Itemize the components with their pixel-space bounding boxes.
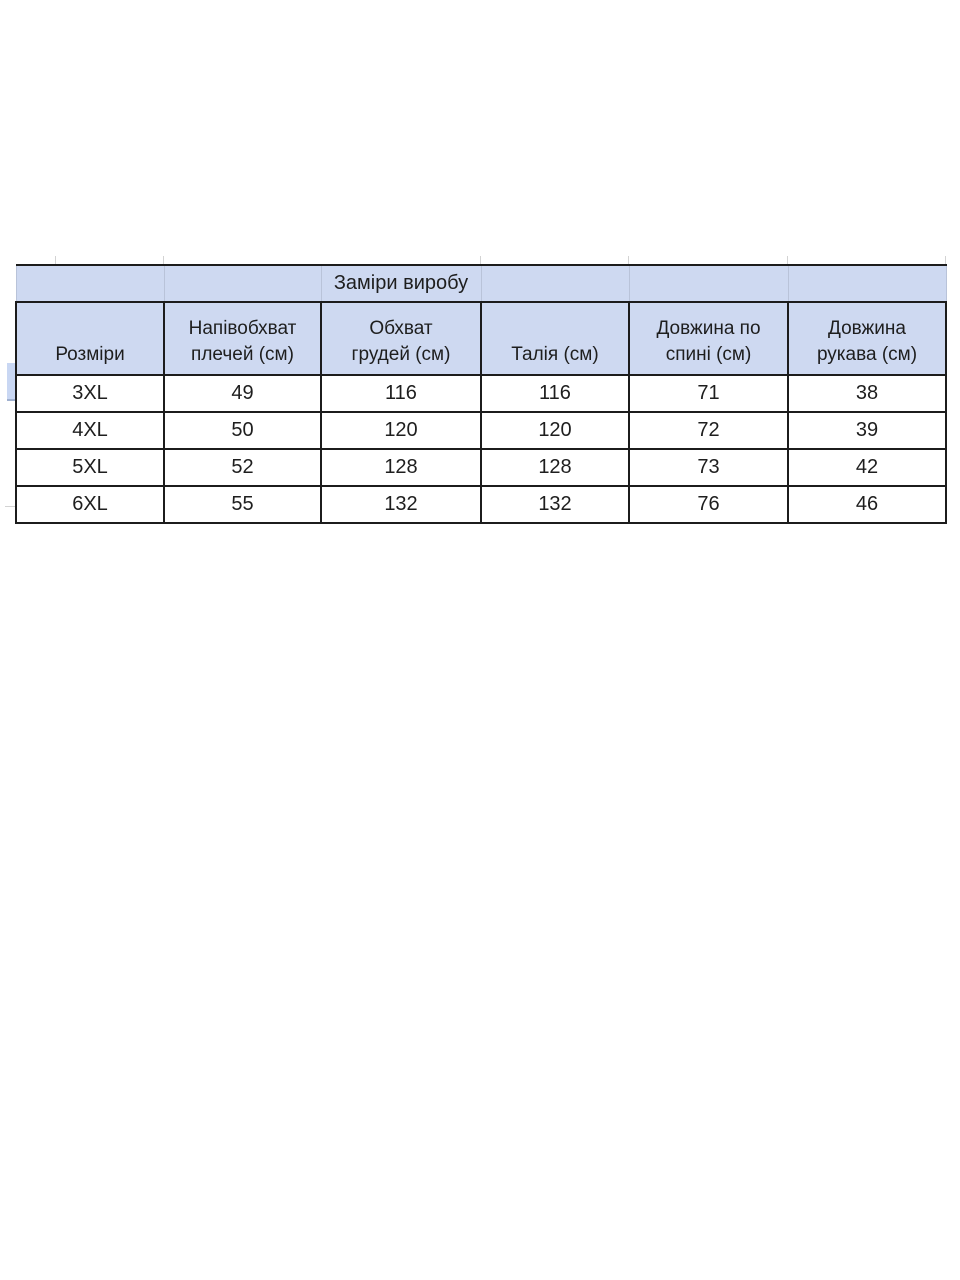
size-cell: 6XL [16, 486, 164, 523]
title-spacer-cell [164, 265, 321, 302]
value-cell: 38 [788, 375, 946, 412]
size-cell: 4XL [16, 412, 164, 449]
value-cell: 50 [164, 412, 321, 449]
header-cell-sleeve-length [788, 302, 946, 375]
size-chart-table [15, 264, 947, 524]
value-cell: 76 [629, 486, 788, 523]
value-cell: 128 [481, 449, 629, 486]
header-label-line: рукава (см) [816, 344, 918, 365]
header-label-line: плечей (см) [191, 344, 294, 365]
value-cell: 52 [164, 449, 321, 486]
size-row-4xl [16, 412, 946, 449]
value-cell: 120 [481, 412, 629, 449]
gridline-stub [628, 256, 629, 264]
value-cell: 55 [164, 486, 321, 523]
column-header-row [16, 302, 946, 375]
value-cell: 116 [321, 375, 481, 412]
value-cell: 128 [321, 449, 481, 486]
header-label-line: Довжина по [656, 318, 761, 339]
gridline-stub [787, 256, 788, 264]
value-cell: 72 [629, 412, 788, 449]
header-label-line: Довжина [828, 318, 906, 339]
value-cell: 132 [321, 486, 481, 523]
header-label: Розміри [55, 344, 125, 365]
title-spacer-cell [16, 265, 164, 302]
size-cell: 5XL [16, 449, 164, 486]
header-label-line: грудей (см) [351, 344, 451, 365]
gridline-stub [480, 256, 481, 264]
title-spacer-cell [481, 265, 629, 302]
value-cell: 116 [481, 375, 629, 412]
header-cell-shoulder-half-girth [164, 302, 321, 375]
value-cell: 46 [788, 486, 946, 523]
gridline-stub [163, 256, 164, 264]
header-cell-sizes [16, 302, 164, 375]
title-spacer-cell [788, 265, 946, 302]
value-cell: 73 [629, 449, 788, 486]
size-cell: 3XL [16, 375, 164, 412]
header-label-line: Напівобхват [188, 318, 297, 339]
size-row-3xl [16, 375, 946, 412]
value-cell: 39 [788, 412, 946, 449]
gridline-stub [55, 256, 56, 264]
value-cell: 42 [788, 449, 946, 486]
header-label-line: спині (см) [665, 344, 752, 365]
size-row-5xl [16, 449, 946, 486]
table-title-row [16, 265, 946, 302]
header-cell-back-length [629, 302, 788, 375]
value-cell: 49 [164, 375, 321, 412]
gridline-stub [945, 256, 946, 264]
value-cell: 132 [481, 486, 629, 523]
value-cell: 120 [321, 412, 481, 449]
header-cell-chest-girth [321, 302, 481, 375]
table-title-cell: Заміри виробу [321, 265, 481, 302]
header-label-line: Обхват [369, 318, 433, 339]
header-cell-waist [481, 302, 629, 375]
active-row-indicator [7, 363, 15, 401]
value-cell: 71 [629, 375, 788, 412]
title-spacer-cell [629, 265, 788, 302]
size-row-6xl [16, 486, 946, 523]
header-label: Талія (см) [511, 344, 599, 365]
